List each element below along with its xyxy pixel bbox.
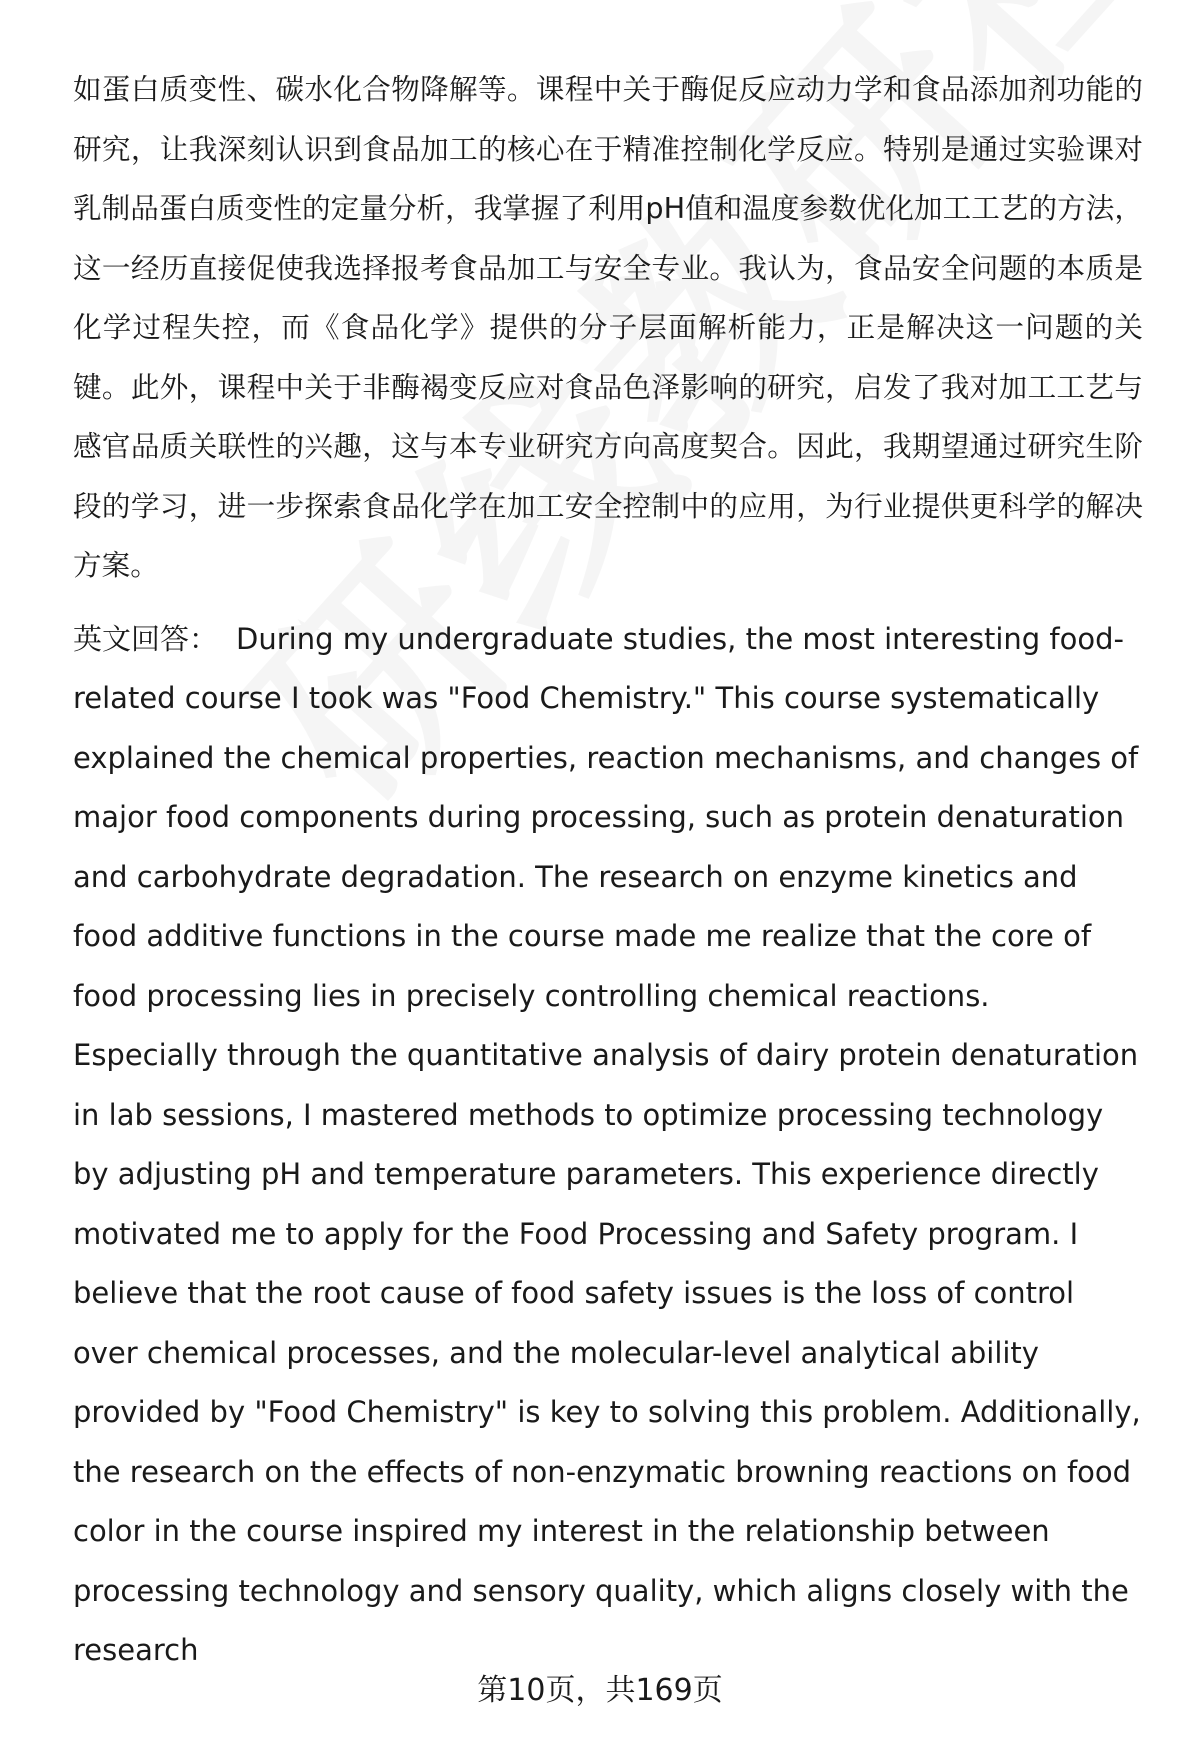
chinese-paragraph: 如蛋白质变性、碳水化合物降解等。课程中关于酶促反应动力学和食品添加剂功能的研究，让我深刻认识到食品加工的核心在于精准控制化学反应。特别是通过实验课对乳制品蛋白质变性的定量分析，我掌握了利用pH值和温度参数优化加工工艺的方法，这一经历直接促使我选择报考食品加工与安全专业。我认为，食品安全问题的本质是化学过程失控，而《食品化学》提供的分子层面解析能力，正是解决这一问题的关键。此外，课程中关于非酶褐变反应对食品色泽影响的研究，启发了我对加工工艺与感官品质关联性的兴趣，这与本专业研究方向高度契合。因此，我期望通过研究生阶段的学习，进一步探索食品化学在加工安全控制中的应用，为行业提供更科学的解决方案。 xyxy=(73,72,1143,582)
english-answer-label: 英文回答： xyxy=(73,621,219,656)
document-body xyxy=(73,60,1143,1681)
english-answer-paragraph xyxy=(73,610,1143,1681)
page-indicator: 第10页，共169页 xyxy=(477,1673,723,1708)
english-answer-text: During my undergraduate studies, the most interesting food-related course I took was "Food Chemistry." This course systematically explained the chemical properties, reaction mechanisms, and changes of major food components during processing, such as protein denaturation and carbohydrate degradation. The research on enzyme kinetics and food additive functions in the course made me realize that the core of food processing lies in precisely controlling chemical reactions. Especially through the quantitative analysis of dairy protein denaturation in lab sessions, I mastered methods to optimize processing technology by adjusting pH and temperature parameters. This experience directly motivated me to apply for the Food Processing and Safety program. I believe that the root cause of food safety issues is the loss of control over chemical processes, and the molecular-level analytical ability provided by "Food Chemistry" is key to solving this problem. Additionally, the research on the effects of non-enzymatic browning reactions on food color in the course inspired my interest in the relationship between processing technology and sensory quality, which aligns closely with the research xyxy=(73,621,1141,1667)
